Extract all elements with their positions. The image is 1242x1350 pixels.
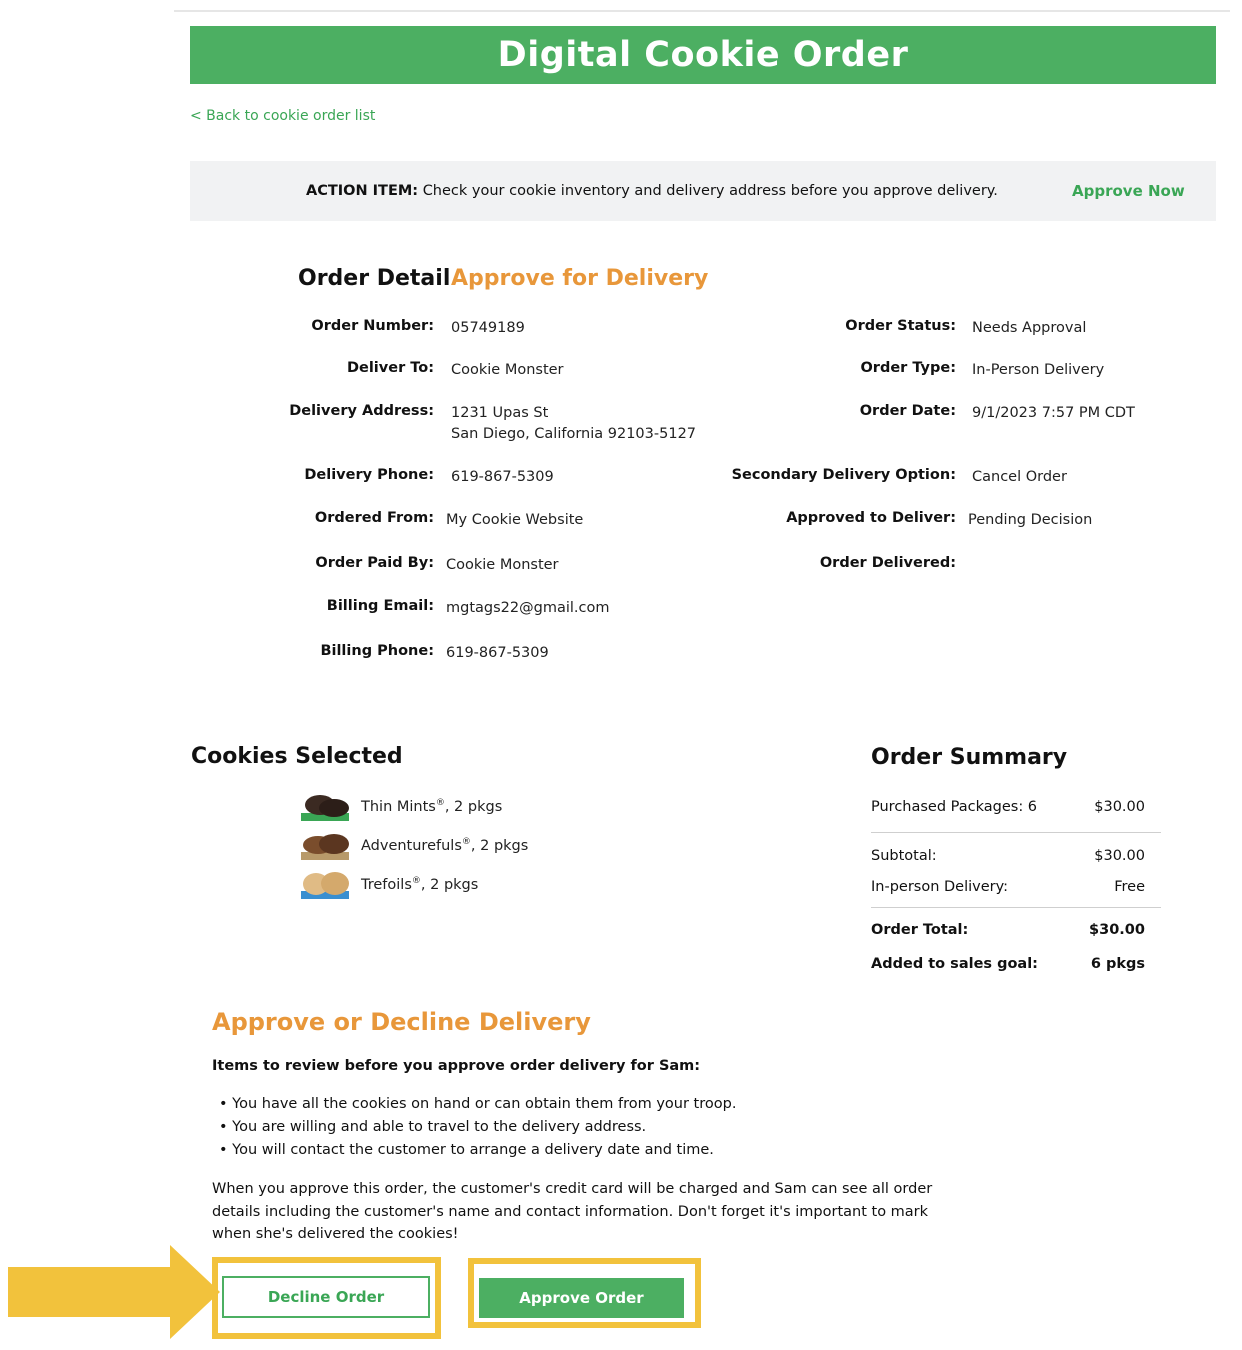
billing-phone-label: Billing Phone:: [320, 643, 434, 659]
delivery-address-label: Delivery Address:: [289, 403, 434, 419]
approval-explanation: When you approve this order, the customer's credit card will be charged and Sam can see all order details including the customer's name and contact information. Don't forget it's important to mark when she's delivered the cookies!: [212, 1181, 933, 1242]
action-item-label: ACTION ITEM:: [306, 183, 419, 199]
secondary-delivery-option-value: Cancel Order: [972, 469, 1067, 485]
thin-mints-image: [301, 791, 351, 821]
cookie-item-thin-mints: Thin Mints®, 2 pkgs: [301, 790, 502, 822]
page-title: Digital Cookie Order: [497, 35, 909, 75]
approved-to-deliver-value: Pending Decision: [968, 512, 1093, 528]
order-paid-by-label: Order Paid By:: [315, 555, 434, 571]
secondary-delivery-option-label: Secondary Delivery Option:: [731, 467, 956, 483]
adventurefuls-image: [301, 830, 351, 860]
ordered-from-value: My Cookie Website: [446, 512, 584, 528]
delivery-phone-value: 619-867-5309: [451, 469, 554, 485]
order-number-label: Order Number:: [311, 318, 434, 334]
summary-total-row: Order Total: $30.00: [871, 922, 1145, 938]
approved-to-deliver-label: Approved to Deliver:: [786, 510, 956, 526]
review-heading: Items to review before you approve order delivery for Sam:: [212, 1058, 701, 1074]
order-date-label: Order Date:: [859, 403, 956, 419]
deliver-to-label: Deliver To:: [346, 360, 434, 376]
delivery-address-line2: San Diego, California 92103-5127: [451, 426, 697, 442]
order-status-value: Needs Approval: [972, 320, 1087, 336]
summary-divider: [871, 907, 1161, 908]
action-item-bar: [190, 161, 1216, 221]
review-checklist: [219, 1096, 736, 1165]
delivery-address-line1: 1231 Upas St: [451, 405, 549, 421]
order-summary-title: Order Summary: [871, 745, 1068, 770]
list-item: • You have all the cookies on hand or can obtain them from your troop.: [219, 1096, 736, 1119]
cookie-name: Adventurefuls: [361, 837, 462, 854]
order-type-label: Order Type:: [860, 360, 956, 376]
order-paid-by-value: Cookie Monster: [446, 557, 559, 573]
order-number-value: 05749189: [451, 320, 525, 336]
action-item-text: [306, 183, 998, 199]
summary-purchased-row: Purchased Packages: 6 $30.00: [871, 799, 1145, 815]
cookie-name: Thin Mints: [361, 798, 436, 815]
back-to-order-list-link[interactable]: < Back to cookie order list: [190, 108, 376, 124]
summary-divider: [871, 832, 1161, 833]
order-delivered-label: Order Delivered:: [819, 555, 956, 571]
highlight-arrow-icon: [8, 1245, 220, 1339]
cookie-item-adventurefuls: Adventurefuls®, 2 pkgs: [301, 829, 528, 861]
summary-sales-goal-row: Added to sales goal: 6 pkgs: [871, 956, 1145, 972]
delivery-phone-label: Delivery Phone:: [304, 467, 434, 483]
page-header: [190, 26, 1216, 84]
top-divider: [174, 10, 1230, 12]
ordered-from-label: Ordered From:: [314, 510, 434, 526]
approve-now-link[interactable]: Approve Now: [1072, 182, 1185, 200]
deliver-to-value: Cookie Monster: [451, 362, 564, 378]
action-item-message: Check your cookie inventory and delivery address before you approve delivery.: [422, 183, 998, 199]
billing-email-value: mgtags22@gmail.com: [446, 600, 610, 616]
billing-phone-value: 619-867-5309: [446, 645, 549, 661]
approve-order-button[interactable]: Approve Order: [479, 1278, 684, 1318]
approve-decline-title: Approve or Decline Delivery: [212, 1008, 591, 1036]
order-type-value: In-Person Delivery: [972, 362, 1105, 378]
order-date-value: 9/1/2023 7:57 PM CDT: [972, 405, 1135, 421]
decline-order-button[interactable]: Decline Order: [222, 1276, 430, 1318]
cookie-name: Trefoils: [361, 876, 412, 893]
list-item: • You will contact the customer to arrange a delivery date and time.: [219, 1142, 736, 1165]
cookies-selected-title: Cookies Selected: [191, 744, 403, 769]
trefoils-image: [301, 869, 351, 899]
cookie-item-trefoils: Trefoils®, 2 pkgs: [301, 868, 478, 900]
summary-delivery-row: In-person Delivery: Free: [871, 879, 1145, 895]
order-status-label: Order Status:: [845, 318, 956, 334]
order-detail-status-heading: Approve for Delivery: [451, 266, 709, 291]
list-item: • You are willing and able to travel to the delivery address.: [219, 1119, 736, 1142]
summary-subtotal-row: Subtotal: $30.00: [871, 848, 1145, 864]
order-detail-title: Order Detail: [298, 266, 451, 291]
billing-email-label: Billing Email:: [326, 598, 434, 614]
